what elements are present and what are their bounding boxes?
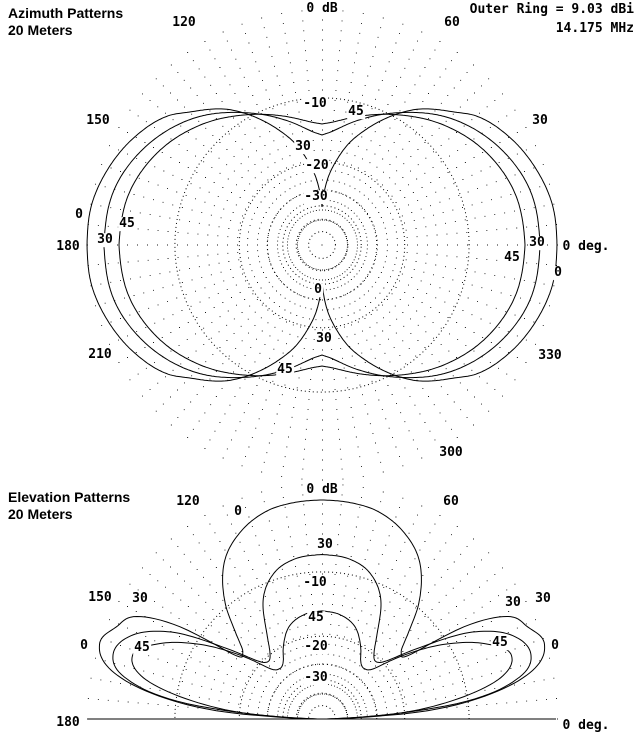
angle-label: 60 <box>444 15 460 31</box>
trace-label: 30 <box>317 537 333 553</box>
elevation-plot-title: Elevation Patterns <box>8 489 131 505</box>
trace-label: 30 <box>505 595 521 611</box>
db-axis-label: 0 dB <box>306 1 338 17</box>
angle-label: 30 <box>535 591 551 607</box>
angle-label: 300 <box>439 445 463 461</box>
trace-label: 30 <box>97 232 113 248</box>
db-ring-label: -20 <box>305 158 329 174</box>
angle-label: 60 <box>443 494 459 510</box>
db-ring-label: -30 <box>304 670 328 686</box>
trace-label: 30 <box>132 591 148 607</box>
db-axis-label: 0 dB <box>306 482 338 498</box>
outer-ring-value-label: Outer Ring = 9.03 dBi <box>469 2 634 17</box>
angle-label: 330 <box>538 348 562 364</box>
angle-label: 210 <box>88 347 112 363</box>
angle-label: 120 <box>172 15 196 31</box>
trace-label: 0 <box>234 504 242 520</box>
elevation-plot-band: 20 Meters <box>8 506 73 522</box>
azimuth-plot <box>87 10 558 480</box>
db-ring <box>309 706 336 719</box>
db-ring-label: -20 <box>304 639 328 655</box>
trace-label: 0 <box>551 638 559 654</box>
trace-label: 30 <box>316 331 332 347</box>
trace-label: 0 <box>75 207 83 223</box>
trace-label: 45 <box>308 610 324 626</box>
azimuth-plot-title: Azimuth Patterns <box>8 5 124 21</box>
angle-label: 180 <box>56 715 80 731</box>
trace-label: 45 <box>134 640 150 656</box>
plot-center-dot <box>322 245 323 246</box>
trace-label: 0 <box>314 282 322 298</box>
angle-label: 150 <box>88 590 112 606</box>
angle-label: 0 deg. <box>562 718 610 734</box>
angle-label: 30 <box>532 113 548 129</box>
azimuth-plot-band: 20 Meters <box>8 22 73 38</box>
db-ring <box>283 680 361 719</box>
angle-label: 0 deg. <box>562 239 610 255</box>
db-ring-label: -30 <box>304 189 328 205</box>
angle-label: 150 <box>86 113 110 129</box>
trace-label: 45 <box>277 362 293 378</box>
pattern-trace-45 <box>132 611 512 719</box>
frequency-label: 14.175 MHz <box>555 21 634 36</box>
trace-label: 0 <box>80 638 88 654</box>
trace-label: 45 <box>119 216 135 232</box>
db-ring-label: -10 <box>303 96 327 112</box>
trace-label: 45 <box>504 250 520 266</box>
trace-label: 30 <box>295 139 311 155</box>
trace-label: 30 <box>529 235 545 251</box>
angle-label: 180 <box>56 239 80 255</box>
db-ring <box>296 693 348 719</box>
db-ring-label: -10 <box>303 575 327 591</box>
trace-label: 45 <box>348 104 364 120</box>
trace-label: 45 <box>492 635 508 651</box>
angle-label: 120 <box>176 494 200 510</box>
trace-label: 0 <box>554 265 562 281</box>
